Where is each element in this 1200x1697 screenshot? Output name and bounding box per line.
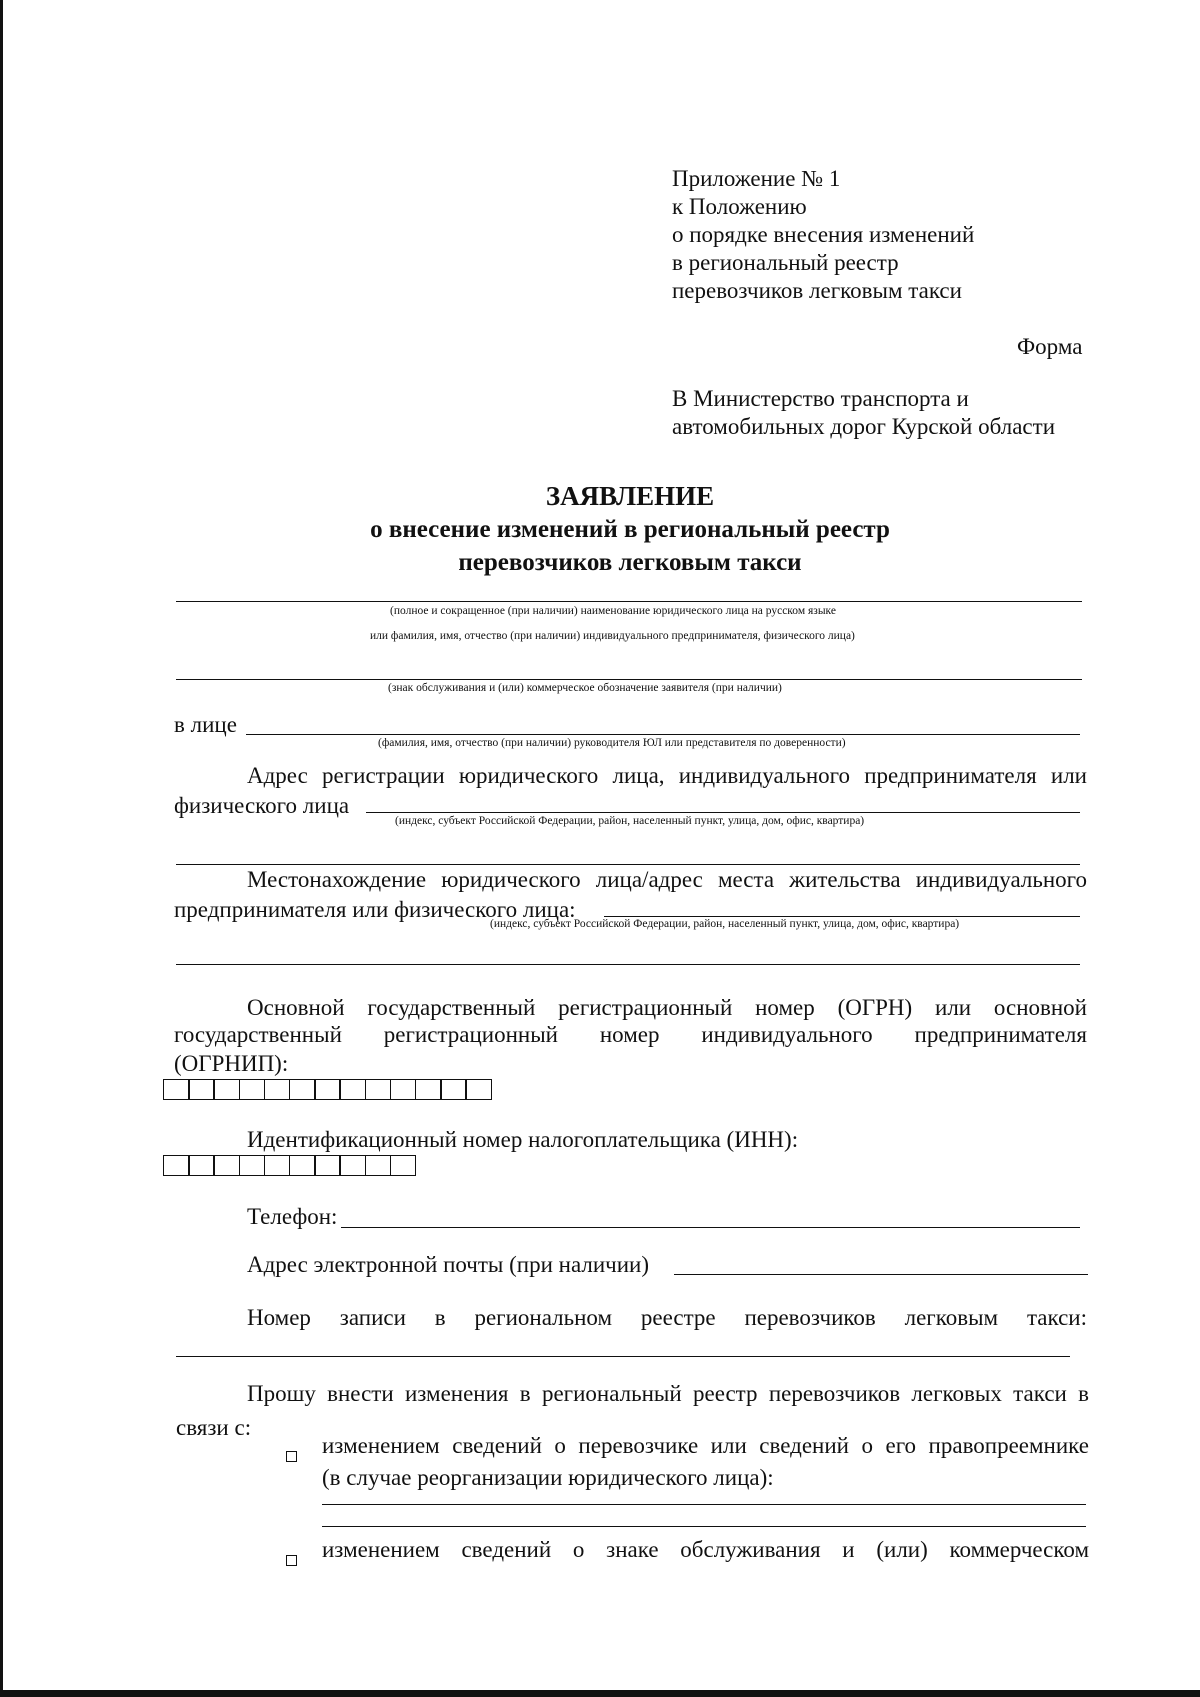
request-line-1: Прошу внести изменения в региональный реестр перевозчиков легковых такси в [247, 1381, 1089, 1406]
digit-cell[interactable] [264, 1155, 291, 1176]
applicant-name-hint-2: или фамилия, имя, отчество (при наличии) индивидуального предпринимателя, физического лица) [370, 630, 855, 642]
option-1-checkbox[interactable] [286, 1451, 297, 1462]
option-1-line-1: изменением сведений о перевозчике или сведений о его правопреемнике [322, 1433, 1089, 1458]
scan-edge-bottom [0, 1690, 1200, 1697]
digit-cell[interactable] [264, 1079, 291, 1100]
digit-cell[interactable] [289, 1079, 316, 1100]
ogrn-line-3: (ОГРНИП): [174, 1051, 289, 1076]
location-line-1: Местонахождение юридического лица/адрес места жительства индивидуального [247, 867, 1087, 892]
appendix-line: в региональный реестр [672, 250, 899, 275]
appendix-line: к Положению [672, 194, 807, 219]
location-hint: (индекс, субъект Российской Федерации, район, населенный пункт, улица, дом, офис, квартира) [490, 918, 960, 930]
digit-cell[interactable] [415, 1079, 442, 1100]
addressee-line: автомобильных дорог Курской области [672, 414, 1056, 439]
digit-cell[interactable] [289, 1155, 316, 1176]
appendix-line: Приложение № 1 [672, 166, 841, 191]
digit-cell[interactable] [339, 1079, 366, 1100]
digit-cell[interactable] [314, 1155, 341, 1176]
doc-subtitle-2: перевозчиков легковым такси [458, 549, 802, 576]
ogrn-line-1: Основной государственный регистрационный номер (ОГРН) или основной [247, 995, 1087, 1020]
digit-cell[interactable] [239, 1079, 266, 1100]
digit-cell[interactable] [390, 1079, 417, 1100]
applicant-name-hint-1: (полное и сокращенное (при наличии) наименование юридического лица на русском языке [390, 605, 836, 617]
appendix-block [672, 165, 974, 305]
brand-hint: (знак обслуживания и (или) коммерческое обозначение заявителя (при наличии) [388, 682, 782, 694]
addressee-block [672, 385, 1055, 441]
doc-title: ЗАЯВЛЕНИЕ [545, 481, 715, 511]
digit-cell[interactable] [188, 1079, 215, 1100]
digit-cell[interactable] [365, 1155, 392, 1176]
applicant-name-line[interactable] [176, 601, 1082, 602]
option-1-line-2: (в случае реорганизации юридического лица): [322, 1465, 774, 1490]
digit-cell[interactable] [365, 1079, 392, 1100]
digit-cell[interactable] [440, 1079, 467, 1100]
digit-cell[interactable] [314, 1079, 341, 1100]
reg-address-line-extra[interactable] [176, 864, 1080, 865]
digit-cell[interactable] [163, 1079, 190, 1100]
doc-subtitle-1: о внесение изменений в региональный реестр [370, 516, 890, 543]
reg-address-hint: (индекс, субъект Российской Федерации, район, населенный пункт, улица, дом, офис, квартира) [395, 815, 865, 827]
scan-edge-left [0, 0, 3, 1697]
reg-address-line-1: Адрес регистрации юридического лица, индивидуального предпринимателя или [247, 763, 1087, 788]
appendix-line: перевозчиков легковым такси [672, 278, 962, 303]
appendix-line: о порядке внесения изменений [672, 222, 975, 247]
inn-label: Идентификационный номер налогоплательщика (ИНН): [247, 1127, 799, 1152]
digit-cell[interactable] [213, 1155, 240, 1176]
person-label: в лице [174, 712, 237, 737]
option-1-line-a[interactable] [322, 1504, 1086, 1505]
ogrn-cells[interactable] [163, 1079, 491, 1100]
person-line[interactable] [246, 734, 1080, 735]
record-line[interactable] [176, 1356, 1070, 1357]
ogrn-line-2: государственный регистрационный номер индивидуального предпринимателя [174, 1022, 1087, 1047]
inn-cells[interactable] [163, 1155, 415, 1176]
option-2-line-1: изменением сведений о знаке обслуживания и (или) коммерческом [322, 1537, 1089, 1562]
person-hint: (фамилия, имя, отчество (при наличии) руководителя ЮЛ или представителя по доверенности) [378, 737, 846, 749]
location-line-2: предпринимателя или физического лица: [174, 897, 576, 922]
digit-cell[interactable] [465, 1079, 492, 1100]
digit-cell[interactable] [163, 1155, 190, 1176]
form-label: Форма [1017, 334, 1083, 359]
request-line-2: связи с: [176, 1415, 252, 1440]
digit-cell[interactable] [339, 1155, 366, 1176]
reg-address-line[interactable] [366, 812, 1080, 813]
option-2-checkbox[interactable] [286, 1555, 297, 1566]
digit-cell[interactable] [239, 1155, 266, 1176]
phone-line[interactable] [341, 1227, 1080, 1228]
phone-label: Телефон: [247, 1204, 338, 1229]
brand-line[interactable] [176, 679, 1082, 680]
reg-address-line-2: физического лица [174, 793, 350, 818]
email-line[interactable] [674, 1274, 1088, 1275]
digit-cell[interactable] [390, 1155, 417, 1176]
record-label: Номер записи в региональном реестре перевозчиков легковым такси: [247, 1305, 1087, 1330]
digit-cell[interactable] [188, 1155, 215, 1176]
digit-cell[interactable] [213, 1079, 240, 1100]
location-line-extra[interactable] [176, 964, 1080, 965]
option-1-line-b[interactable] [322, 1526, 1086, 1527]
addressee-line: В Министерство транспорта и [672, 386, 969, 411]
email-label: Адрес электронной почты (при наличии) [247, 1252, 649, 1277]
